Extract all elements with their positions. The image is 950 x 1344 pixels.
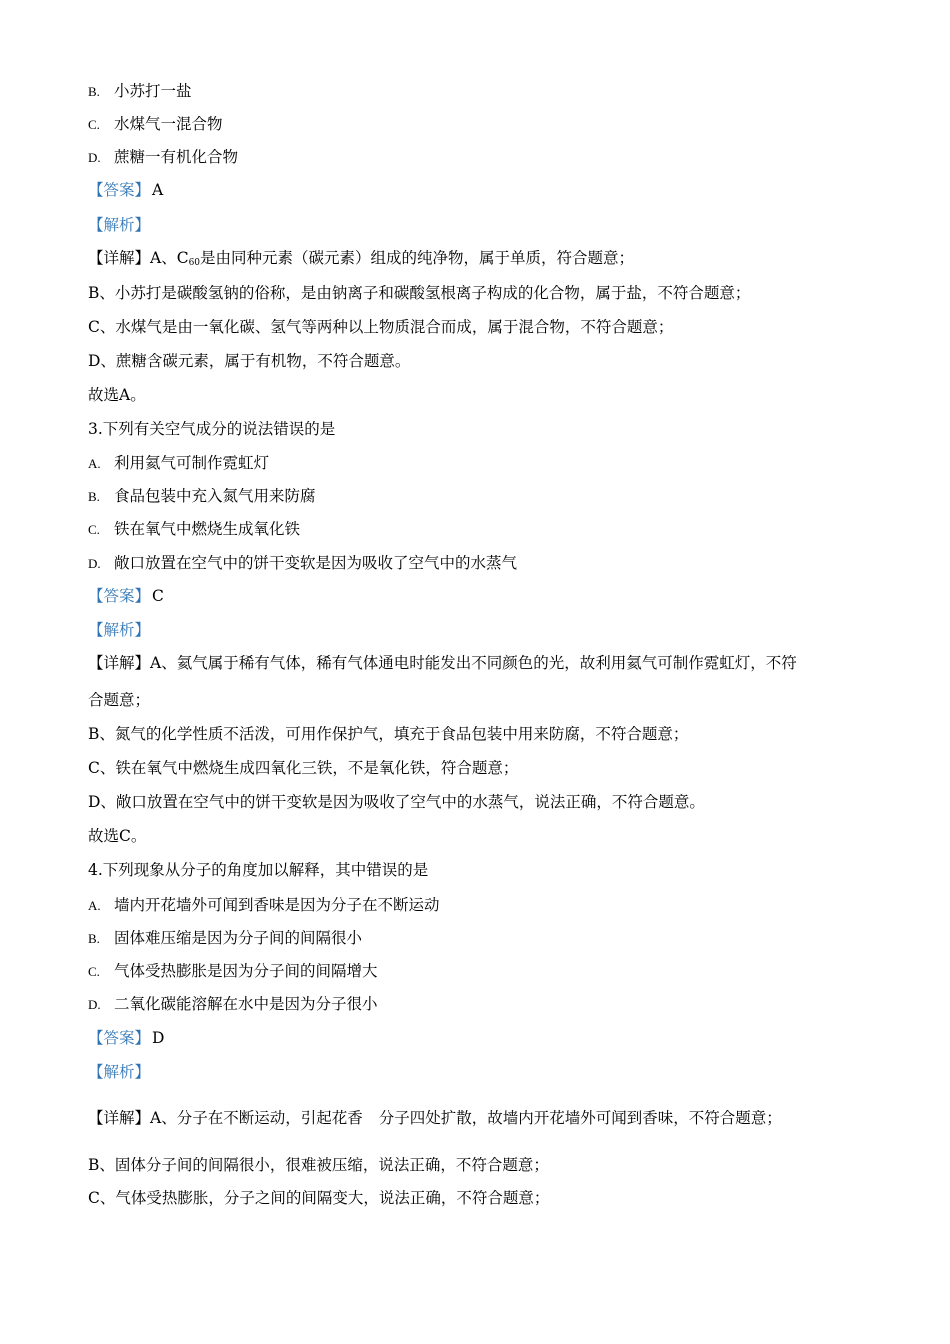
option-letter: C. (88, 964, 100, 979)
detail-part1: 【详解】A、分子在不断运动，引起花香 (88, 1109, 363, 1127)
q4-option-a (88, 895, 440, 916)
q3-analysis-label: 【解析】 (88, 621, 151, 639)
q4-stem: 4.下列现象从分子的角度加以解释，其中错误的是 (88, 861, 429, 879)
option-letter: D. (88, 556, 101, 571)
option-letter: A. (88, 456, 101, 471)
q2-option-c (88, 114, 223, 135)
answer-label: 【答案】 (88, 1029, 151, 1047)
q3-option-a (88, 453, 269, 474)
answer-label: 【答案】 (88, 587, 151, 605)
option-text: 气体受热膨胀是因为分子间的间隔增大 (114, 962, 378, 980)
option-letter: D. (88, 150, 101, 165)
option-letter: B. (88, 489, 100, 504)
q3-detail-d: D、敞口放置在空气中的饼干变软是因为吸收了空气中的水蒸气，说法正确，不符合题意。 (88, 793, 705, 811)
q2-answer (88, 180, 163, 200)
q4-answer (88, 1028, 164, 1048)
subscript-60: 60 (188, 258, 201, 268)
q4-analysis-label: 【解析】 (88, 1063, 151, 1081)
detail-head: 【详解】A、C (88, 249, 189, 267)
detail-part2: 分子四处扩散，故墙内开花墙外可闻到香味，不符合题意； (378, 1109, 782, 1127)
q2-conclusion: 故选A。 (88, 386, 146, 404)
q4-option-c (88, 961, 378, 982)
option-text: 固体难压缩是因为分子间的间隔很小 (114, 929, 363, 947)
q2-detail-a (88, 248, 634, 273)
q4-detail-a (88, 1108, 782, 1128)
q4-detail-b: B、固体分子间的间隔很小，很难被压缩，说法正确，不符合题意； (88, 1156, 549, 1174)
q3-detail-c: C、铁在氧气中燃烧生成四氧化三铁，不是氧化铁，符合题意； (88, 759, 519, 777)
q4-option-b (88, 928, 362, 949)
option-letter: C. (88, 522, 100, 537)
q3-option-b (88, 486, 316, 507)
option-letter: B. (88, 931, 100, 946)
option-text: 利用氦气可制作霓虹灯 (114, 454, 270, 472)
option-letter: D. (88, 997, 101, 1012)
answer-value: A (152, 181, 164, 199)
q2-detail-b: B、小苏打是碳酸氢钠的俗称，是由钠离子和碳酸氢根离子构成的化合物，属于盐，不符合题意； (88, 284, 751, 302)
option-text: 食品包装中充入氮气用来防腐 (114, 487, 316, 505)
q2-detail-d: D、蔗糖含碳元素，属于有机物，不符合题意。 (88, 352, 411, 370)
option-text: 二氧化碳能溶解在水中是因为分子很小 (114, 995, 378, 1013)
q2-analysis-label: 【解析】 (88, 216, 151, 234)
q3-detail-a-line2: 合题意； (88, 691, 151, 709)
option-letter: B. (88, 84, 100, 99)
q3-detail-a-line1: 【详解】A、氦气属于稀有气体，稀有气体通电时能发出不同颜色的光，故利用氦气可制作霓虹灯，不符 (88, 654, 797, 672)
q3-option-c (88, 519, 300, 540)
option-text: 蔗糖一有机化合物 (114, 148, 239, 166)
option-letter: A. (88, 898, 101, 913)
option-letter: C. (88, 117, 100, 132)
option-text: 墙内开花墙外可闻到香味是因为分子在不断运动 (114, 896, 440, 914)
q4-option-d (88, 994, 378, 1015)
q2-option-d (88, 147, 238, 168)
q3-answer (88, 586, 164, 606)
answer-value: C (152, 587, 164, 605)
q2-detail-c: C、水煤气是由一氧化碳、氢气等两种以上物质混合而成，属于混合物，不符合题意； (88, 318, 674, 336)
answer-label: 【答案】 (88, 181, 151, 199)
detail-tail: 是由同种元素（碳元素）组成的纯净物，属于单质，符合题意； (200, 249, 635, 267)
q2-option-b (88, 81, 192, 102)
option-text: 敞口放置在空气中的饼干变软是因为吸收了空气中的水蒸气 (114, 554, 518, 572)
q3-conclusion: 故选C。 (88, 827, 147, 845)
q3-detail-b: B、氮气的化学性质不活泼，可用作保护气，填充于食品包装中用来防腐，不符合题意； (88, 725, 689, 743)
q3-option-d (88, 553, 517, 574)
answer-value: D (152, 1029, 165, 1047)
q4-detail-c: C、气体受热膨胀，分子之间的间隔变大，说法正确，不符合题意； (88, 1189, 550, 1207)
q3-stem: 3.下列有关空气成分的说法错误的是 (88, 420, 336, 438)
option-text: 铁在氧气中燃烧生成氧化铁 (114, 520, 301, 538)
option-text: 水煤气一混合物 (114, 115, 223, 133)
option-text: 小苏打一盐 (114, 82, 192, 100)
